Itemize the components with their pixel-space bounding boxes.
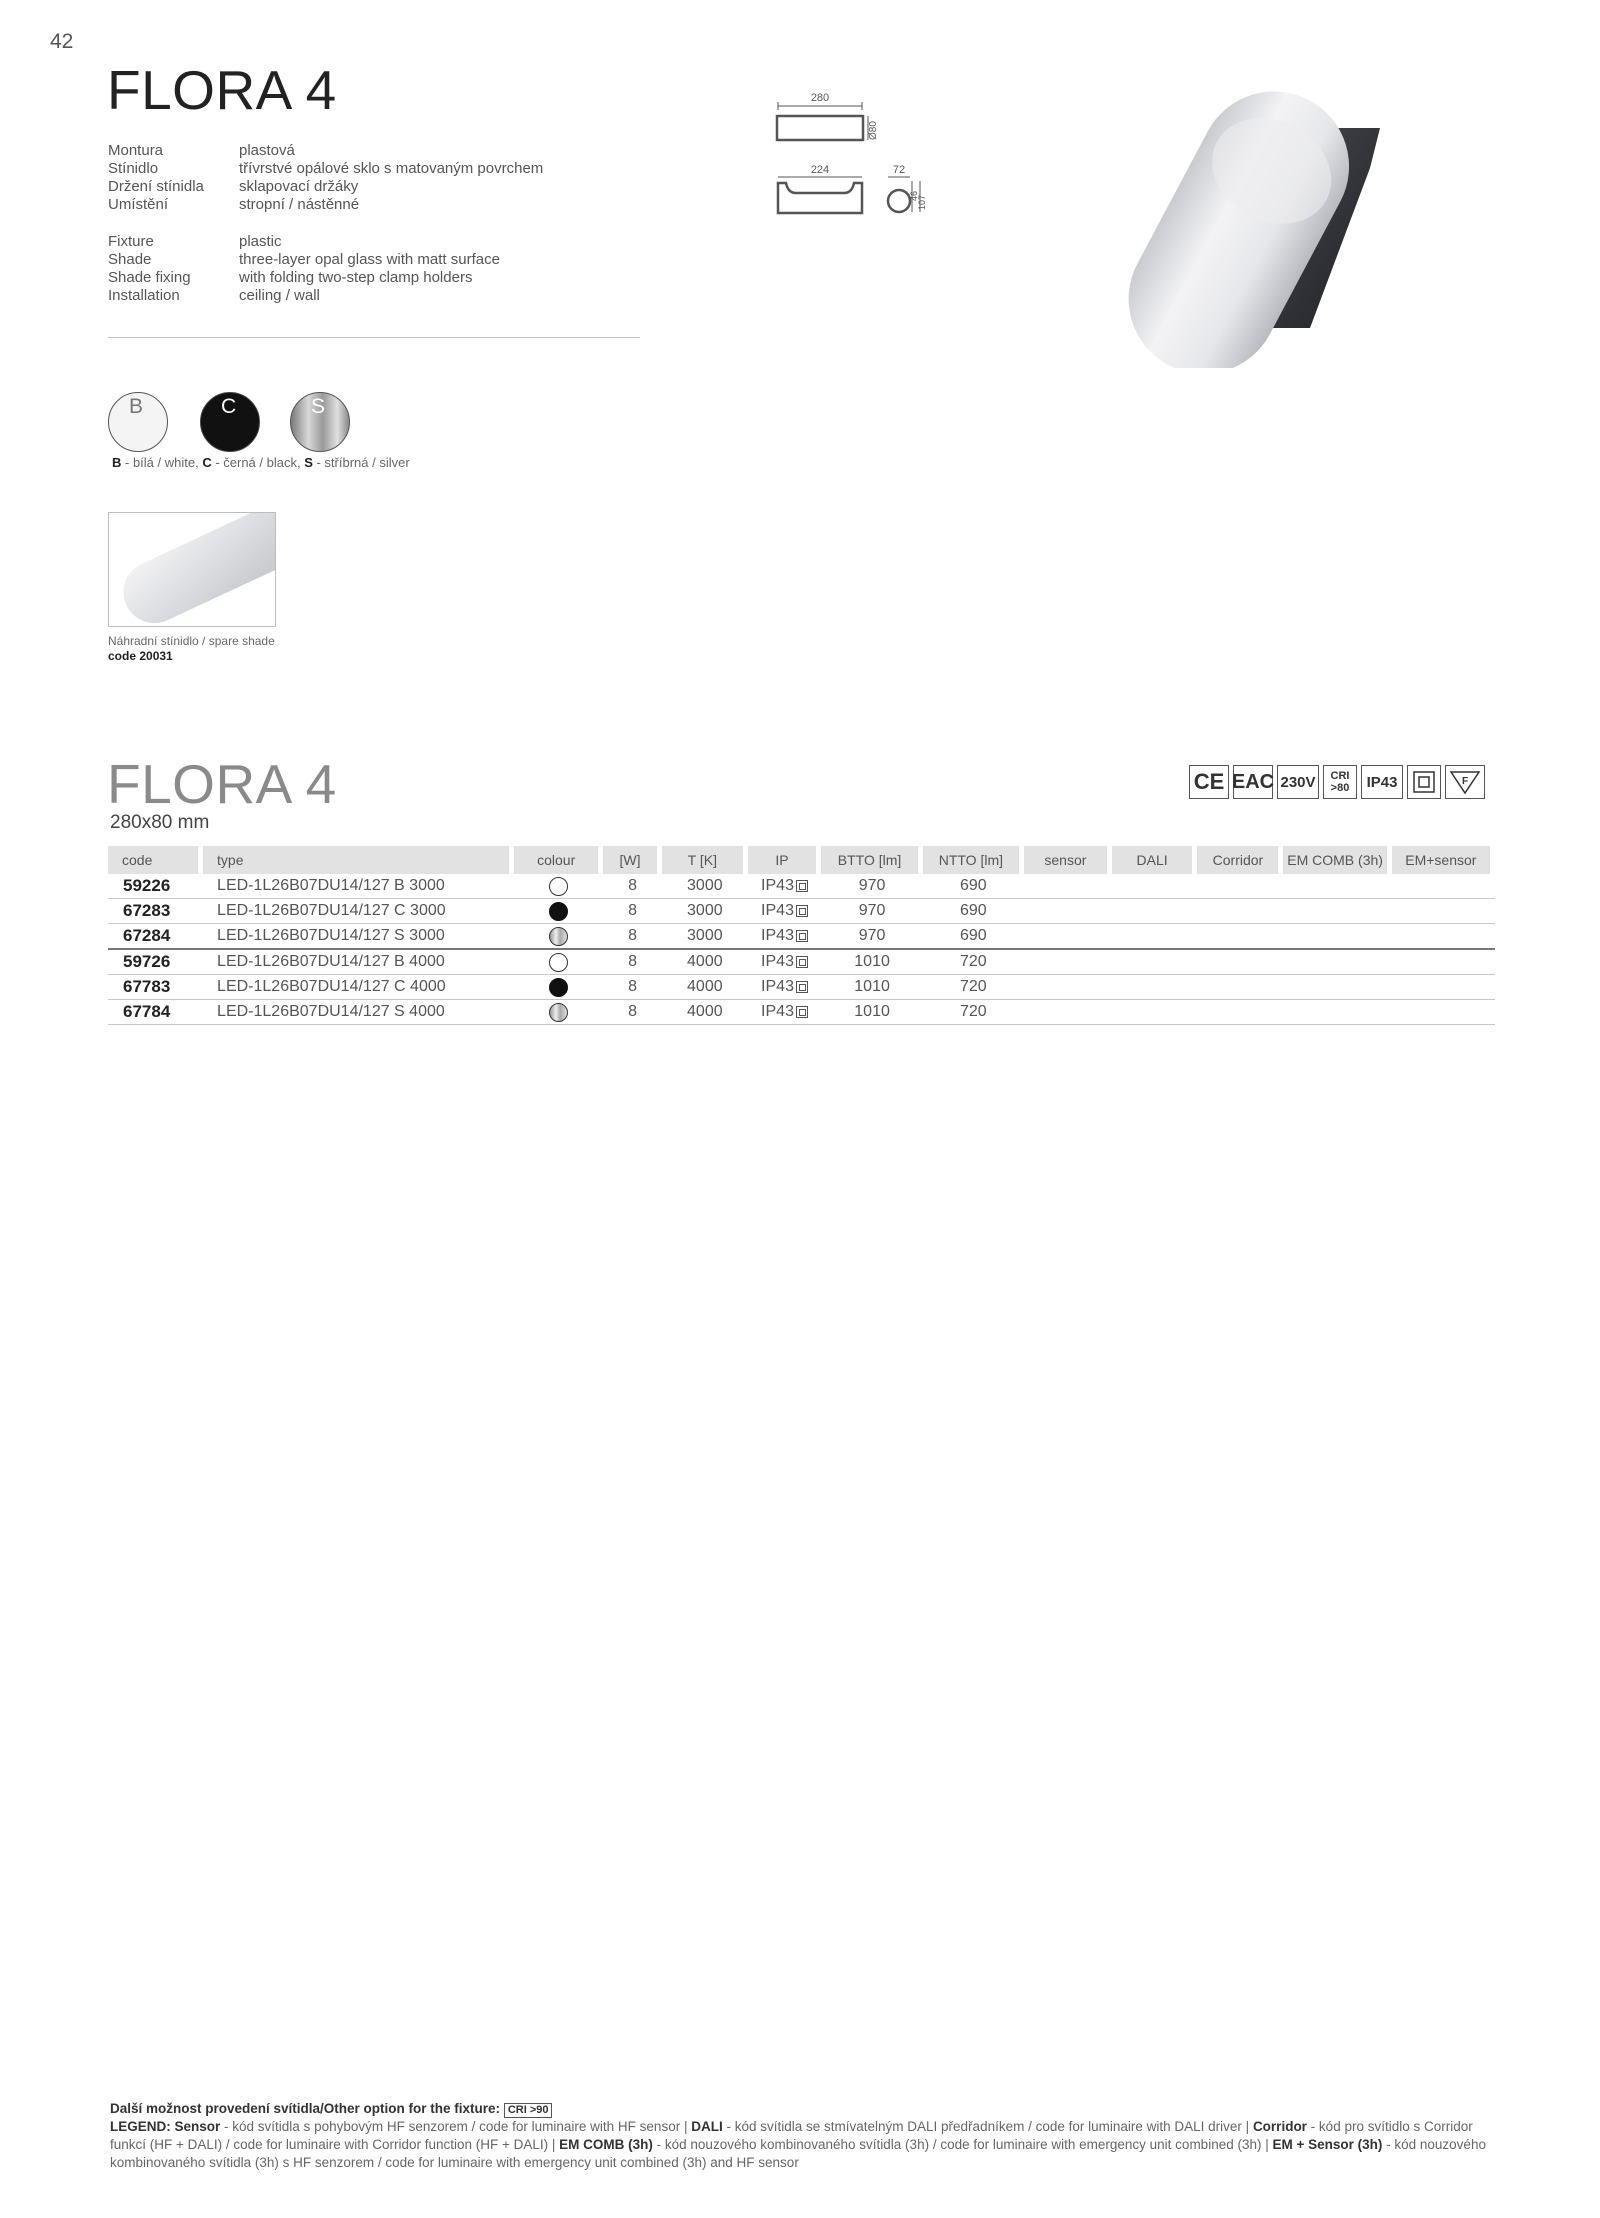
spec-row (108, 178, 543, 196)
legend-b-text: - bílá / white, (121, 455, 203, 470)
cell-temp: 3000 (662, 924, 748, 950)
legend-c: C (202, 455, 212, 470)
spec-row (108, 269, 500, 287)
cell-sensor (1024, 899, 1112, 924)
cell-ip (748, 975, 822, 1000)
spec-key: Umístění (108, 196, 169, 213)
cell-ntto: 720 (923, 950, 1024, 975)
cell-code: 59226 (108, 874, 203, 899)
cell-corridor (1197, 975, 1283, 1000)
legend-corridor-label: Corridor (1252, 2119, 1307, 2134)
cell-dali (1112, 924, 1198, 950)
col-corridor: Corridor (1197, 846, 1283, 874)
spec-row (108, 233, 500, 251)
cell-temp: 4000 (662, 1000, 748, 1025)
ip-rating-icon: IP43 (1361, 765, 1403, 799)
legend-b: B (112, 455, 122, 470)
spec-row (108, 196, 543, 214)
cell-emsensor (1392, 899, 1495, 924)
cell-btto: 1010 (821, 1000, 922, 1025)
cell-code: 67283 (108, 899, 203, 924)
spec-value: with folding two-step clamp holders (239, 269, 473, 286)
legend-c-text: - černá / black, (211, 455, 305, 470)
cell-ntto: 720 (923, 975, 1024, 1000)
spec-row (108, 160, 543, 178)
cell-watt: 8 (603, 1000, 662, 1025)
colour-dot-white-icon (549, 877, 568, 896)
dim-top-height: Ø80 (868, 121, 879, 140)
cell-colour (514, 1000, 603, 1025)
col-type: type (203, 846, 514, 874)
page-number: 42 (50, 30, 74, 53)
cell-code: 59726 (108, 950, 203, 975)
cell-code: 67784 (108, 1000, 203, 1025)
cell-colour (514, 950, 603, 975)
cell-ip (748, 899, 822, 924)
cell-corridor (1197, 924, 1283, 950)
spec-value: three-layer opal glass with matt surface (239, 251, 500, 268)
cell-type: LED-1L26B07DU14/127 B 3000 (203, 874, 514, 899)
cell-dali (1112, 1000, 1198, 1025)
cell-type: LED-1L26B07DU14/127 C 3000 (203, 899, 514, 924)
cell-emsensor (1392, 950, 1495, 975)
cell-emcomb (1283, 924, 1391, 950)
other-option-line (110, 2100, 1500, 2118)
spec-row (108, 251, 500, 269)
legend-emcomb-text: - kód nouzového kombinovaného svítidla (3h) / code for luminaire with emergency unit combined (3h) | (652, 2137, 1273, 2152)
legend-sensor-label: LEGEND: Sensor (110, 2119, 221, 2134)
dim-end-h1: 46 (909, 190, 919, 201)
legend-s: S (304, 455, 313, 470)
divider (108, 337, 640, 338)
spec-row (108, 142, 543, 160)
class-ii-icon (796, 930, 808, 942)
legend-emsensor-label: EM + Sensor (3h) (1272, 2137, 1383, 2152)
cri-value: >80 (1330, 782, 1350, 794)
dim-top-width: 280 (810, 92, 830, 104)
cell-emsensor (1392, 924, 1495, 950)
col-sensor: sensor (1024, 846, 1112, 874)
cell-emcomb (1283, 1000, 1391, 1025)
col-temp: T [K] (662, 846, 748, 874)
table-header-row (108, 846, 1495, 874)
table-row (108, 899, 1495, 924)
cell-code: 67284 (108, 924, 203, 950)
class-ii-icon (1407, 765, 1441, 799)
cell-emcomb (1283, 899, 1391, 924)
legend-text (110, 2118, 1500, 2172)
swatch-white (108, 392, 168, 452)
class-ii-icon (796, 905, 808, 917)
col-emsensor: EM+sensor (1392, 846, 1495, 874)
cell-colour (514, 975, 603, 1000)
col-btto: BTTO [lm] (821, 846, 922, 874)
col-colour: colour (514, 846, 603, 874)
cell-emsensor (1392, 975, 1495, 1000)
footer-legend (110, 2100, 1500, 2172)
cell-corridor (1197, 950, 1283, 975)
cri-badge-icon: CRI >90 (504, 2103, 553, 2118)
colour-dot-silver-icon (549, 927, 568, 946)
spec-key: Shade fixing (108, 269, 191, 286)
colour-dot-white-icon (549, 953, 568, 972)
cell-dali (1112, 899, 1198, 924)
spare-code: code 20031 (108, 649, 173, 663)
table-row (108, 1000, 1495, 1025)
cell-temp: 3000 (662, 899, 748, 924)
cell-ntto: 690 (923, 874, 1024, 899)
col-code: code (108, 846, 203, 874)
cell-corridor (1197, 874, 1283, 899)
cell-corridor (1197, 1000, 1283, 1025)
table-row (108, 950, 1495, 975)
ip-text: IP43 (761, 902, 794, 919)
dim-end-h2: 107 (917, 194, 927, 210)
dim-side-width: 224 (810, 164, 830, 176)
cell-sensor (1024, 874, 1112, 899)
colour-dot-black-icon (549, 902, 568, 921)
swatch-label: C (221, 395, 237, 418)
cell-ip (748, 924, 822, 950)
eac-mark-icon: EAC (1233, 765, 1273, 799)
cell-dali (1112, 874, 1198, 899)
cell-colour (514, 924, 603, 950)
cell-ip (748, 950, 822, 975)
col-ip: IP (748, 846, 822, 874)
spec-value: stropní / nástěnné (239, 196, 360, 213)
legend-corridor-text: - kód pro svítidlo s Corridor funkcí (HF + DALI) / code for luminaire with Corridor function (HF + DALI) | (110, 2119, 1473, 2152)
spec-key: Fixture (108, 233, 154, 250)
cell-emsensor (1392, 874, 1495, 899)
spare-caption-text: Náhradní stínidlo / spare shade (108, 634, 275, 648)
class-ii-icon (796, 880, 808, 892)
cell-watt: 8 (603, 899, 662, 924)
table-row (108, 874, 1495, 899)
colour-dot-silver-icon (549, 1003, 568, 1022)
cell-btto: 970 (821, 874, 922, 899)
certification-icons (1189, 765, 1485, 799)
spec-key: Stínidlo (108, 160, 159, 177)
specs-en (108, 233, 500, 305)
colour-dot-black-icon (549, 978, 568, 997)
cell-ntto: 690 (923, 924, 1024, 950)
f-mark-icon (1445, 765, 1485, 799)
legend-dali-text: - kód svítidla se stmívatelným DALI předřadníkem / code for luminaire with DALI driver | (722, 2119, 1253, 2134)
product-photo (1080, 88, 1390, 368)
table-row (108, 975, 1495, 1000)
cell-colour (514, 874, 603, 899)
legend-emsensor-text: - kód nouzového kombinovaného svítidla (3h) s HF senzorem / code for luminaire with emergency unit combined (3h) and HF sensor (110, 2137, 1486, 2170)
product-title: FLORA 4 (107, 59, 337, 121)
legend-sensor-text: - kód svítidla s pohybovým HF senzorem / code for luminaire with HF sensor | (220, 2119, 692, 2134)
class-ii-icon (796, 1006, 808, 1018)
voltage-icon: 230V (1277, 765, 1319, 799)
spec-key: Installation (108, 287, 180, 304)
colour-legend (112, 455, 410, 470)
cell-ntto: 720 (923, 1000, 1024, 1025)
cell-colour (514, 899, 603, 924)
legend-dali-label: DALI (691, 2119, 723, 2134)
cell-temp: 4000 (662, 975, 748, 1000)
cell-temp: 3000 (662, 874, 748, 899)
spec-value: plastic (239, 233, 282, 250)
ip-text: IP43 (761, 1003, 794, 1020)
swatch-label: B (129, 395, 144, 418)
cell-emsensor (1392, 1000, 1495, 1025)
cell-ntto: 690 (923, 899, 1024, 924)
cell-btto: 970 (821, 899, 922, 924)
legend-s-text: - stříbrná / silver (312, 455, 410, 470)
cell-sensor (1024, 924, 1112, 950)
swatch-black (200, 392, 260, 452)
cell-btto: 970 (821, 924, 922, 950)
ip-text: IP43 (761, 978, 794, 995)
class-ii-icon (796, 956, 808, 968)
cell-sensor (1024, 1000, 1112, 1025)
cell-corridor (1197, 899, 1283, 924)
spare-shade-image (108, 512, 276, 627)
swatch-silver (290, 392, 350, 452)
cell-ip (748, 1000, 822, 1025)
cell-type: LED-1L26B07DU14/127 S 3000 (203, 924, 514, 950)
cri-label: CRI (1330, 770, 1350, 782)
other-option-label: Další možnost provedení svítidla/Other option for the fixture: (110, 2101, 501, 2116)
spec-value: sklapovací držáky (239, 178, 359, 195)
specs-cz (108, 142, 543, 214)
cell-watt: 8 (603, 874, 662, 899)
swatch-label: S (311, 395, 326, 418)
cell-emcomb (1283, 874, 1391, 899)
ce-mark-icon: CE (1189, 765, 1229, 799)
spec-value: ceiling / wall (239, 287, 320, 304)
col-watt: [W] (603, 846, 662, 874)
cell-ip (748, 874, 822, 899)
dimensions: 280x80 mm (110, 812, 210, 833)
cell-temp: 4000 (662, 950, 748, 975)
cell-btto: 1010 (821, 975, 922, 1000)
spare-shade-caption (108, 634, 275, 664)
spec-value: třívrstvé opálové sklo s matovaným povrchem (239, 160, 544, 177)
spec-row (108, 287, 500, 305)
col-ntto: NTTO [lm] (923, 846, 1024, 874)
cell-code: 67783 (108, 975, 203, 1000)
cri-icon (1323, 765, 1357, 799)
class-ii-icon (796, 981, 808, 993)
cell-dali (1112, 950, 1198, 975)
cell-dali (1112, 975, 1198, 1000)
ip-text: IP43 (761, 927, 794, 944)
cell-watt: 8 (603, 924, 662, 950)
table-row (108, 924, 1495, 950)
spec-key: Držení stínidla (108, 178, 204, 195)
cell-type: LED-1L26B07DU14/127 S 4000 (203, 1000, 514, 1025)
cell-btto: 1010 (821, 950, 922, 975)
spec-key: Shade (108, 251, 152, 268)
dimension-drawing (770, 88, 950, 218)
svg-text:F: F (1462, 776, 1469, 787)
cell-type: LED-1L26B07DU14/127 B 4000 (203, 950, 514, 975)
spec-key: Montura (108, 142, 164, 159)
product-table (108, 846, 1495, 1025)
cell-sensor (1024, 950, 1112, 975)
section-title: FLORA 4 (107, 753, 337, 815)
cell-emcomb (1283, 950, 1391, 975)
legend-emcomb-label: EM COMB (3h) (559, 2137, 653, 2152)
ip-text: IP43 (761, 953, 794, 970)
col-dali: DALI (1112, 846, 1198, 874)
cell-watt: 8 (603, 950, 662, 975)
dim-end-width: 72 (892, 164, 906, 176)
cell-type: LED-1L26B07DU14/127 C 4000 (203, 975, 514, 1000)
cell-sensor (1024, 975, 1112, 1000)
cell-emcomb (1283, 975, 1391, 1000)
spec-value: plastová (239, 142, 295, 159)
ip-text: IP43 (761, 877, 794, 894)
cell-watt: 8 (603, 975, 662, 1000)
col-emcomb: EM COMB (3h) (1283, 846, 1391, 874)
